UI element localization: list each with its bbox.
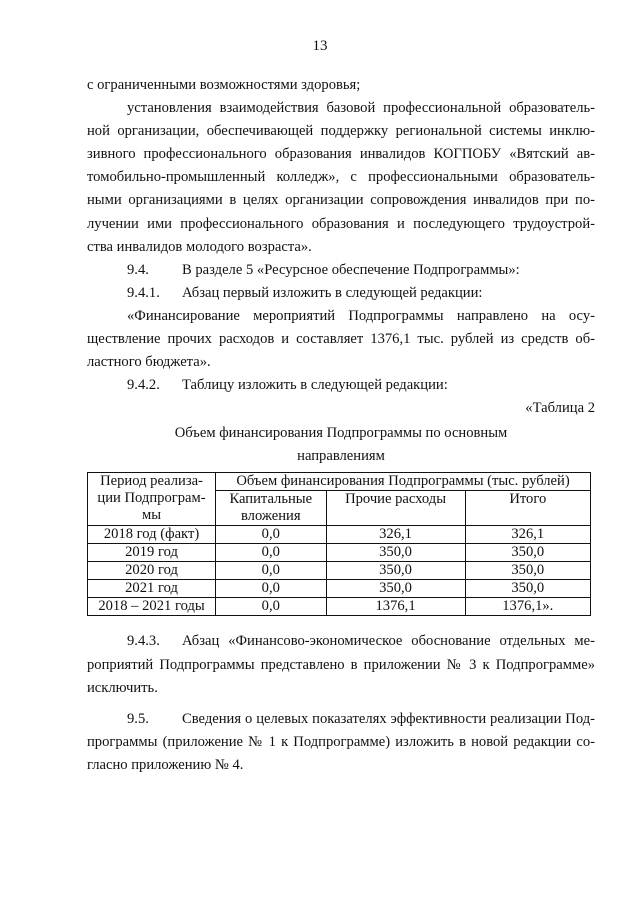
cell-period: 2018 – 2021 годы	[88, 598, 216, 616]
item-line	[87, 630, 595, 653]
item-line	[87, 708, 595, 731]
table-reference: «Таблица 2	[525, 400, 595, 417]
cell-period: 2020 год	[88, 562, 216, 580]
item-text: В разделе 5 «Ресурсное обеспечение Подпрограммы»:	[182, 261, 520, 278]
paragraph-line: ной организации, обеспечивающей поддержку региональной системы инклю-	[87, 123, 595, 140]
paragraph-line: ными организациями в целях организации сопровождения инвалидов при по-	[87, 192, 595, 209]
cell-total: 326,1	[465, 526, 590, 544]
page-number: 13	[312, 38, 328, 54]
subheader-other: Прочие расходы	[326, 491, 465, 526]
item-label: 9.4.1.	[127, 284, 160, 301]
paragraph-line: зивного профессионального образования инвалидов КОГПОБУ «Вятский ав-	[87, 146, 595, 163]
table-title	[87, 424, 595, 466]
item-label: 9.4.3.	[127, 633, 160, 650]
item-text: Сведения о целевых показателях эффективности реализации Под-	[182, 710, 595, 727]
cell-period: 2018 год (факт)	[88, 526, 216, 544]
table-row	[88, 562, 591, 580]
item-text: Абзац «Финансово-экономическое обоснование отдельных ме-	[182, 633, 595, 650]
cell-other: 350,0	[326, 580, 465, 598]
item-text: Таблицу изложить в следующей редакции:	[182, 377, 448, 394]
item-line: исключить.	[87, 679, 158, 696]
paragraph-line: установления взаимодействия базовой профессиональной образователь-	[127, 100, 595, 117]
item-line: программы (приложение № 1 к Подпрограмме) изложить в новой редакции со-	[87, 733, 595, 750]
table-row	[88, 526, 591, 544]
item-9-4	[87, 259, 595, 282]
header-period-line: Период реализа-	[100, 473, 203, 490]
item-label: 9.5.	[127, 710, 149, 727]
cell-capital: 0,0	[216, 526, 327, 544]
paragraph-line: «Финансирование мероприятий Подпрограммы направлено на осу-	[127, 307, 595, 324]
paragraph-financing	[87, 305, 595, 374]
header-volume: Объем финансирования Подпрограммы (тыс. рублей)	[216, 473, 591, 491]
header-period-line: мы	[141, 507, 162, 524]
cell-total: 350,0	[465, 580, 590, 598]
table-row	[88, 598, 591, 616]
item-9-5	[87, 708, 595, 777]
cell-total: 1376,1».	[465, 598, 590, 616]
cell-other: 326,1	[326, 526, 465, 544]
table-row	[88, 544, 591, 562]
cell-other: 350,0	[326, 544, 465, 562]
paragraph-interaction	[87, 97, 595, 259]
paragraph-line: ства инвалидов молодого возраста».	[87, 238, 312, 255]
table-title-line: направлениям	[297, 448, 385, 465]
cell-capital: 0,0	[216, 598, 327, 616]
intro-line: с ограниченными возможностями здоровья;	[87, 77, 361, 93]
item-9-4-1	[87, 282, 595, 305]
cell-other: 350,0	[326, 562, 465, 580]
header-period-line: ции Подпрограм-	[97, 490, 206, 507]
header-period	[88, 473, 216, 526]
cell-total: 350,0	[465, 562, 590, 580]
cell-capital: 0,0	[216, 580, 327, 598]
subheader-total: Итого	[465, 491, 590, 526]
spacer	[87, 700, 595, 708]
paragraph-line: томобильно-промышленный колледж», с профессиональными образователь-	[87, 169, 595, 186]
item-9-4-3	[87, 630, 595, 699]
cell-total: 350,0	[465, 544, 590, 562]
item-9-4-2	[87, 374, 595, 397]
item-text: Абзац первый изложить в следующей редакции:	[182, 284, 483, 301]
table-title-line: Объем финансирования Подпрограммы по основным	[174, 425, 508, 442]
cell-capital: 0,0	[216, 544, 327, 562]
item-line: гласно приложению № 4.	[87, 756, 244, 773]
cell-other: 1376,1	[326, 598, 465, 616]
paragraph-line: ществление прочих расходов и составляет 1376,1 тыс. рублей из средств об-	[87, 331, 595, 348]
item-line: роприятий Подпрограммы представлено в приложении № 3 к Подпрограмме»	[87, 656, 595, 673]
table-header-row	[88, 473, 591, 491]
cell-capital: 0,0	[216, 562, 327, 580]
financing-table	[87, 472, 591, 616]
cell-period: 2021 год	[88, 580, 216, 598]
cell-period: 2019 год	[88, 544, 216, 562]
document-body	[87, 74, 595, 777]
table-row	[88, 580, 591, 598]
subheader-capital: Капитальные вложения	[216, 491, 327, 526]
item-label: 9.4.2.	[127, 377, 160, 394]
item-label: 9.4.	[127, 261, 149, 278]
paragraph-line: ластного бюджета».	[87, 354, 211, 371]
paragraph-line: лучении ими профессионального образования и последующего трудоустрой-	[87, 215, 595, 232]
